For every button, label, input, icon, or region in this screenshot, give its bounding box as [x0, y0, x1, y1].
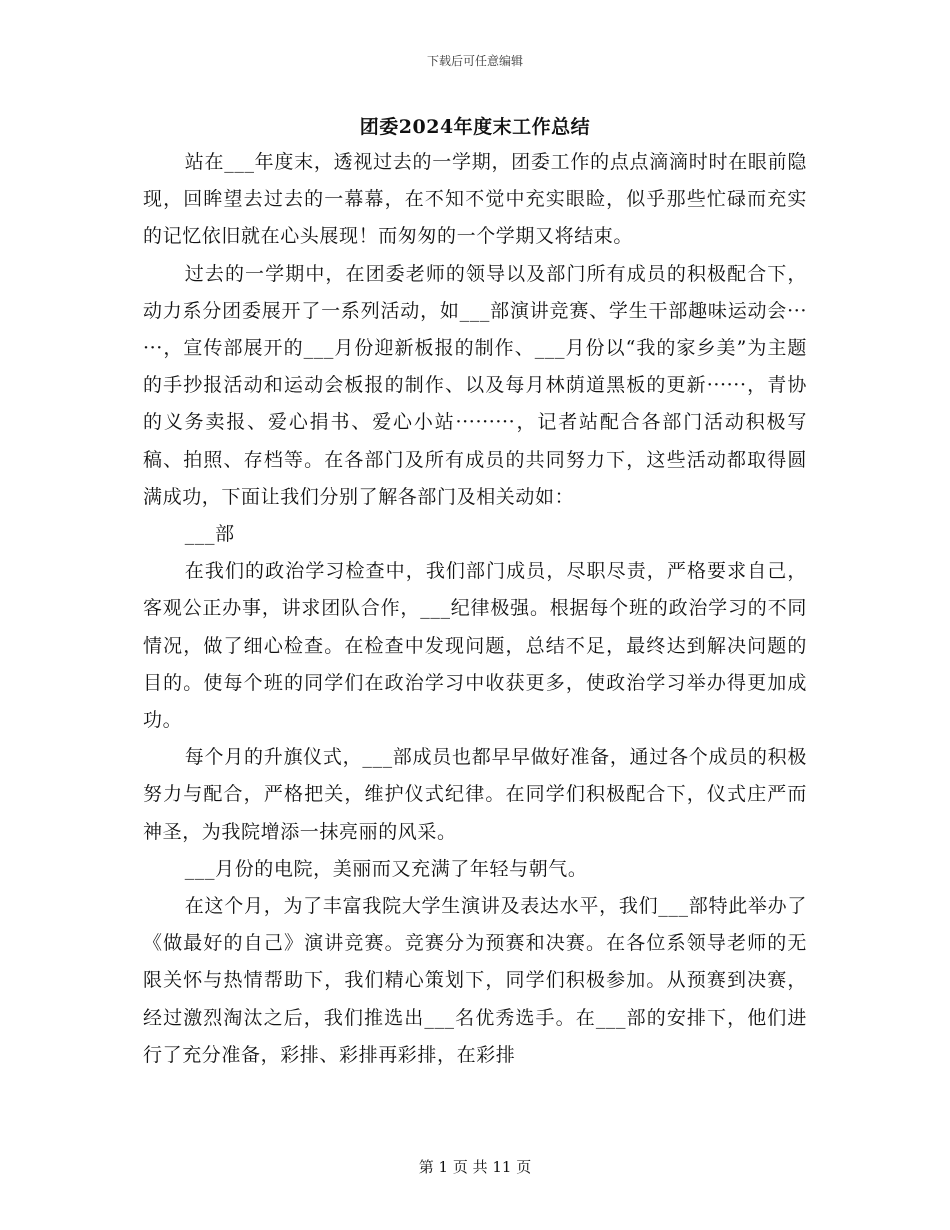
paragraph-month-intro: ___月份的电院，美丽而又充满了年轻与朝气。: [184, 857, 588, 880]
section-heading-department: ___部: [184, 523, 235, 546]
paragraph-intro: 站在___年度末，透视过去的一学期，团委工作的点点滴滴时时在眼前隐现，回眸望去过去的一幕幕，在不知不觉中充实眼睑，似乎那些忙碌而充实的记忆依旧就在心头展现！而匆匆的一个学期又将结束。: [143, 151, 807, 248]
paragraph-flag-ceremony: 每个月的升旗仪式，___部成员也都早早做好准备，通过各个成员的积极努力与配合，严格把关，维护仪式纪律。在同学们积极配合下，仪式庄严而神圣，为我院增添一抹亮丽的风采。: [143, 746, 807, 843]
paragraph-speech-contest: 在这个月，为了丰富我院大学生演讲及表达水平，我们___部特此举办了《做最好的自己》演讲竞赛。竞赛分为预赛和决赛。在各位系领导老师的无限关怀与热情帮助下，我们精心策划下，同学们积极参加。从预赛到决赛，经过激烈淘汰之后，我们推选出___名优秀选手。在___部的安排下，他们进行了充分准备，彩排、彩排再彩排，在彩排: [143, 895, 807, 1066]
page-number-footer: 第 1 页 共 11 页: [418, 1158, 532, 1176]
paragraph-political-study: 在我们的政治学习检查中，我们部门成员，尽职尽责，严格要求自己，客观公正办事，讲求团队合作，___纪律极强。根据每个班的政治学习的不同情况，做了细心检查。在检查中发现问题，总结不足，最终达到解决问题的目的。使每个班的同学们在政治学习中收获更多，使政治学习举办得更加成功。: [143, 560, 807, 732]
document-title: 团委2024年度末工作总结: [359, 116, 591, 138]
document-body: [143, 144, 807, 1074]
page-header-note: 下载后可任意编辑: [426, 54, 523, 68]
paragraph-activities: 过去的一学期中，在团委老师的领导以及部门所有成员的积极配合下，动力系分团委展开了一系列活动，如___部演讲竞赛、学生干部趣味运动会······，宣传部展开的___月份迎新板报的制作、___月份以“我的家乡美”为主题的手抄报活动和运动会板报的制作、以及每月林荫道黑板的更新······，青协的义务卖报、爱心捐书、爱心小站·········，记者站配合各部门活动积极写稿、拍照、存档等。在各部门及所有成员的共同努力下，这些活动都取得圆满成功，下面让我们分别了解各部门及相关动如：: [143, 262, 807, 508]
